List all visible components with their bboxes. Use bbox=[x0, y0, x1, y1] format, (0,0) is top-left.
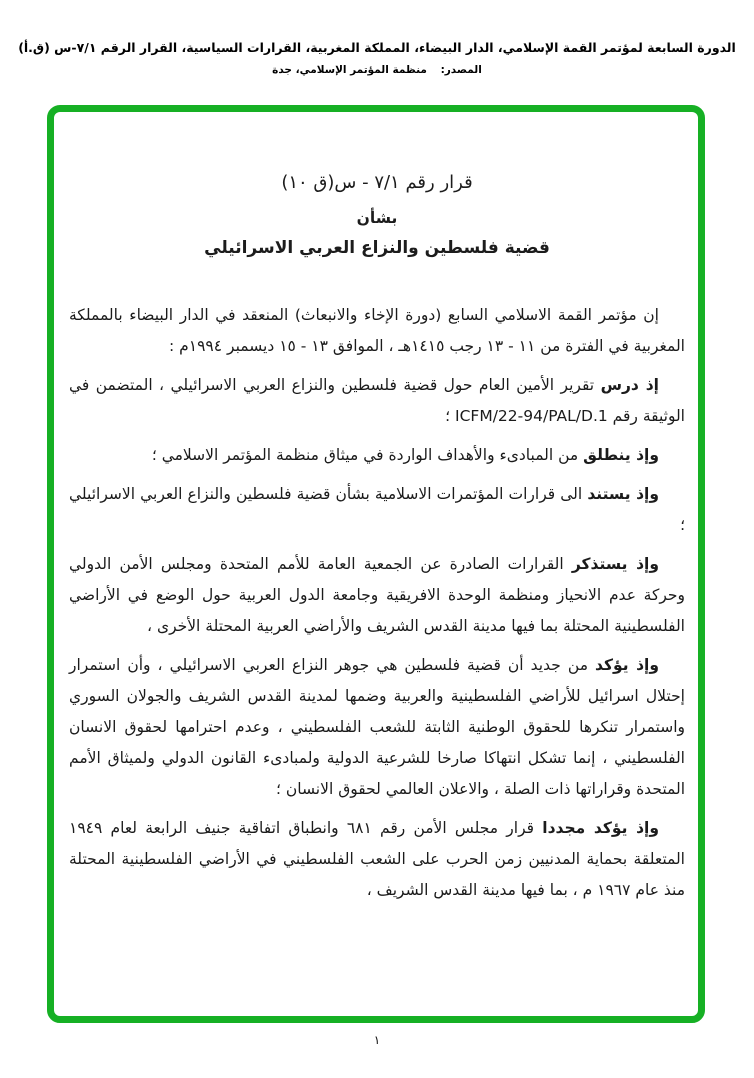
resolution-number: قرار رقم ٧/١ - س(ق ١٠) bbox=[281, 172, 473, 193]
source-header-title: الدورة السابعة لمؤتمر القمة الإسلامي، الدار البيضاء، المملكة المغربية، القرارات السياسية، القرار الرقم ٧/١-س (ق.أ) bbox=[18, 40, 736, 55]
paragraph-reaffirming bbox=[69, 650, 685, 805]
resolution-regarding: بشأن bbox=[356, 209, 398, 227]
paragraph-lead: وإذ ينطلق bbox=[583, 446, 659, 464]
resolution-subject: قضية فلسطين والنزاع العربي الاسرائيلي bbox=[204, 238, 550, 258]
source-label: المصدر: bbox=[440, 64, 482, 76]
resolution-title-block bbox=[69, 172, 685, 258]
page-number: ١ bbox=[373, 1033, 381, 1047]
source-header bbox=[0, 40, 754, 76]
paragraph-lead: إذ درس bbox=[600, 376, 659, 394]
paragraph-text: من المبادىء والأهداف الواردة في ميثاق منظمة المؤتمر الاسلامي ؛ bbox=[151, 446, 584, 464]
source-header-origin bbox=[0, 64, 754, 76]
paragraph-text: الى قرارات المؤتمرات الاسلامية بشأن قضية فلسطين والنزاع العربي الاسرائيلي ؛ bbox=[69, 485, 685, 534]
paragraph-lead: وإذ يؤكد مجددا bbox=[542, 819, 659, 837]
source-value: منظمة المؤتمر الإسلامي، جدة bbox=[272, 64, 427, 76]
page-footer bbox=[0, 1033, 754, 1047]
paragraph-lead: وإذ يستذكر bbox=[571, 555, 659, 573]
paragraph-basing-on bbox=[69, 479, 685, 541]
paragraph-having-studied bbox=[69, 370, 685, 432]
paragraph-lead: وإذ يؤكد bbox=[595, 656, 659, 674]
paragraph-recalling bbox=[69, 549, 685, 642]
paragraph-text: إن مؤتمر القمة الاسلامي السابع (دورة الإخاء والانبعاث) المنعقد في الدار البيضاء بالمملكة المغربية في الفترة من ١١ - ١٣ رجب ١٤١٥هـ ، الموافق ١٣ - ١٥ ديسمبر ١٩٩٤م : bbox=[69, 306, 685, 355]
paragraph-text: تقرير الأمين العام حول قضية فلسطين والنزاع العربي الاسرائيلي ، المتضمن في الوثيقة رقم ICFM/22-94/PAL/D.1 ؛ bbox=[69, 376, 685, 425]
paragraph-preamble bbox=[69, 300, 685, 362]
document-content bbox=[54, 112, 698, 1016]
document-border-frame bbox=[47, 105, 705, 1023]
paragraph-text: القرارات الصادرة عن الجمعية العامة للأمم المتحدة ومجلس الأمن الدولي وحركة عدم الانحياز ومنظمة الوحدة الافريقية وجامعة الدول العربية حول الوضع في الأراضي الفلسطينية المحتلة بما فيها مدينة القدس الشريف والأراضي العربية المحتلة الأخرى ، bbox=[69, 555, 685, 635]
paragraph-proceeding-from bbox=[69, 440, 685, 471]
paragraph-text: من جديد أن قضية فلسطين هي جوهر النزاع العربي الاسرائيلي ، وأن استمرار إحتلال اسرائيل للأراضي الفلسطينية والعربية وضمها لمدينة القدس الشريف والجولان السوري واستمرار تنكرها للحقوق الوطنية الثابتة للشعب الفلسطيني ، وعدم احترامها لحقوق الانسان الفلسطيني ، إنما تشكل انتهاكا صارخا للشرعية الدولية ولمبادىء القانون الدولي ولميثاق الأمم المتحدة وقراراتها ذات الصلة ، والاعلان العالمي لحقوق الانسان ؛ bbox=[69, 656, 685, 798]
paragraph-reaffirming-resolution-681 bbox=[69, 813, 685, 906]
paragraph-text: قرار مجلس الأمن رقم ٦٨١ وانطباق اتفاقية جنيف الرابعة لعام ١٩٤٩ المتعلقة بحماية المدنيين زمن الحرب على الشعب الفلسطيني في الأراضي الفلسطينية المحتلة منذ عام ١٩٦٧ م ، بما فيها مدينة القدس الشريف ، bbox=[69, 819, 685, 899]
paragraph-lead: وإذ يستند bbox=[587, 485, 659, 503]
resolution-body bbox=[69, 300, 685, 906]
